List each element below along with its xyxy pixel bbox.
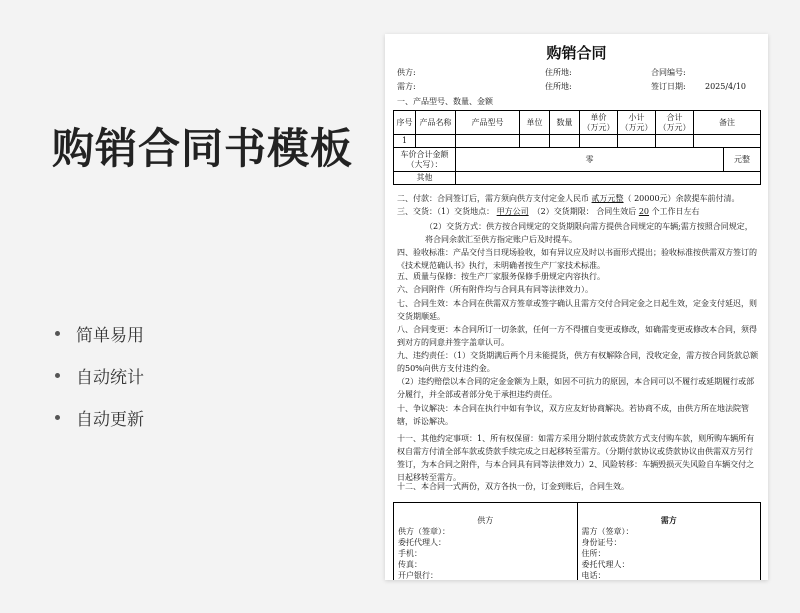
buyer-sign-heading: 需方 (660, 515, 677, 525)
table-cell (618, 135, 656, 147)
table-cell (520, 135, 550, 147)
table-header: 产品型号 (456, 111, 520, 134)
table-header: 单位 (520, 111, 550, 134)
sign-date-label: 签订日期: (651, 82, 686, 91)
bullet-icon (55, 415, 60, 420)
sign-line: 委托代理人： (581, 560, 630, 569)
clause-6: 六、合同附件（所有附件均与合同具有同等法律效力）。 (397, 285, 593, 294)
table-row (394, 135, 760, 148)
product-table (393, 110, 761, 185)
clause-9: 九、违约责任：（1）交货期满后两个月未能提货，供方有权解除合同，没收定金，需方按合同货款总额的50%向供方支付违约金。 (397, 351, 759, 373)
clause-2: 二、付款：合同签订后，需方须向供方支付定金人民币 贰万元整（ 20000元）余款提车前付清。 (397, 194, 740, 203)
other-value (456, 172, 760, 184)
sign-line: 电话： (581, 571, 606, 580)
sign-line: 手机： (398, 549, 422, 558)
buyer-address-label: 住所地: (545, 82, 572, 91)
table-cell (416, 135, 456, 147)
clause-8: 八、合同变更：本合同所订一切条款，任何一方不得擅自变更或修改，如确需变更或修改本合同，须得到对方的同意并签字盖章认可。 (397, 325, 757, 347)
clause-12: 十二、本合同一式两份，双方各执一份，订金到账后，合同生效。 (397, 482, 629, 491)
clause-10: 十、争议解决：本合同在执行中如有争议，双方应友好协商解决。若协商不成，由供方所在地法院管辖，诉讼解决。 (397, 404, 749, 426)
clause-3: 三、交货：（1）交货地点： 甲方公司 （2）交货期限： 合同生效后 20 个工作日左右 (397, 207, 700, 216)
hero-title: 购销合同书模板 (52, 124, 354, 173)
table-header: 产品名称 (416, 111, 456, 134)
feature-item: 简单易用 (55, 312, 144, 354)
sign-line: 需方（签章）： (581, 527, 634, 536)
sign-date: 2025/4/10 (705, 82, 747, 91)
sign-line: 传真： (398, 560, 422, 569)
buyer-label: 需方: (397, 82, 416, 91)
clause-7: 七、合同生效：本合同在供需双方签章或签字确认且需方交付合同定金之日起生效，定金支付延迟，则交货期顺延。 (397, 299, 757, 321)
table-header: 单价 （万元） (580, 111, 618, 134)
bullet-icon (55, 331, 60, 336)
table-cell (694, 135, 760, 147)
table-total-row (394, 148, 760, 172)
sign-line: 身份证号： (581, 538, 622, 547)
table-cell (456, 135, 520, 147)
supplier-sign-heading: 供方 (477, 516, 494, 525)
signature-table (393, 502, 761, 580)
clause-9-part2: （2）违约赔偿以本合同的定金金额为上限，如因不可抗力的原因，本合同可以不履行或延期履行或部分履行，并全部或者部分免于承担违约责任。 (397, 377, 755, 399)
supplier-address-label: 住所地: (545, 68, 572, 77)
supplier-label: 供方: (397, 68, 416, 77)
other-label: 其他 (394, 172, 456, 184)
clause-4: 四、验收标准：产品交付当日现场验收，如有异议应及时以书面形式提出；验收标准按供需双方签订的《技术规范确认书》执行，未明确者按生产厂家技术标准。 (397, 248, 757, 270)
total-value: 零 (456, 148, 724, 171)
sign-line: 供方（签章）： (398, 527, 450, 536)
clause-3-delivery: （2）交货方式：供方按合同规定的交货期限向需方提供合同规定的车辆;需方按照合同规定，将合同余款汇至供方指定账户后及时提车。 (425, 222, 753, 244)
sign-line: 住所： (581, 549, 606, 558)
table-header: 序号 (394, 111, 416, 134)
clause-5: 五、质量与保修：按生产厂家服务保修手册规定内容执行。 (397, 272, 605, 281)
buyer-signature-block (578, 503, 761, 580)
total-unit: 元整 (734, 154, 750, 164)
table-cell (656, 135, 694, 147)
table-header: 备注 (719, 117, 735, 127)
supplier-signature-block (394, 503, 578, 580)
table-cell: 1 (394, 135, 416, 147)
contract-document (385, 34, 768, 580)
contract-title: 购销合同 (546, 44, 607, 62)
total-label: 车价合计金额 （大写）： (394, 148, 456, 171)
clause-11: 十一、其他约定事项：1、所有权保留：如需方采用分期付款或贷款方式支付购车款，则所购车辆所有权自需方付清全部车款或贷款手续完成之日起移转至需方。（分期付款协议或贷款协议由供需双方另行签订，为本合同之附件，与本合同具有同等法律效力）2、风险转移：车辆毁损灭失风险自车辆交付之日起移转至需方。 (397, 434, 755, 482)
table-other-row (394, 172, 760, 184)
table-header: 合计 （万元） (656, 111, 694, 134)
feature-item: 自动更新 (55, 396, 144, 438)
bullet-icon (55, 373, 60, 378)
contract-number-label: 合同编号: (651, 68, 686, 77)
feature-item: 自动统计 (55, 354, 144, 396)
feature-list (55, 312, 144, 438)
table-header: 数量 (550, 111, 580, 134)
sign-line: 开户银行： (398, 571, 438, 580)
table-cell (550, 135, 580, 147)
sign-line: 委托代理人： (398, 538, 446, 547)
table-header-row (394, 111, 760, 135)
table-header: 小计 （万元） (618, 111, 656, 134)
table-cell (580, 135, 618, 147)
section-1-heading: 一、产品型号、数量、金额 (397, 97, 493, 106)
